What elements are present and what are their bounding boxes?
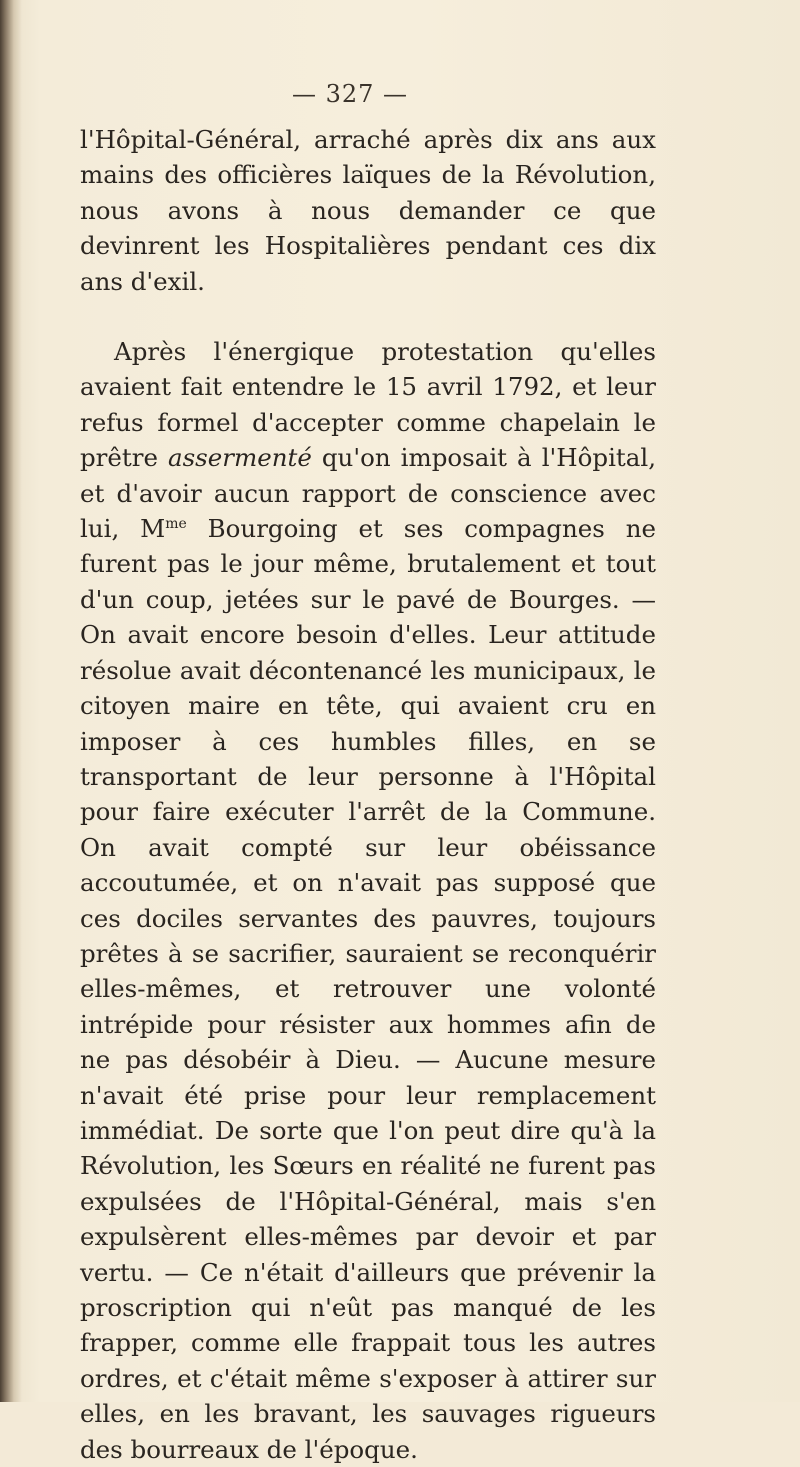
superscript-me: me xyxy=(165,516,187,533)
paragraph-main-part3: Bourgoing et ses compagnes ne furent pas le jour même, brutalement et tout d'un coup, jetées sur le pavé de Bourges. — On avait encore besoin d'elles. Leur attitude résolue avait décontenancé les municipaux, le citoyen maire en tête, qui avaient cru en imposer à ces humbles filles, en se transportant de leur personne à l'Hôpital pour faire exécuter l'arrêt de la Commune. On avait compté sur leur obéissance accoutumée, et on n'avait pas supposé que ces dociles servantes des pauvres, toujours prêtes à se sacrifier, sauraient se reconquérir elles-mêmes, et retrouver une volonté intrépide pour résister aux hommes afin de ne pas désobéir à Dieu. — Aucune mesure n'avait été prise pour leur remplacement immédiat. De sorte que l'on peut dire qu'à la Révolution, les Sœurs en réalité ne furent pas expulsées de l'Hôpital-Général, mais s'en expulsèrent elles-mêmes par devoir et par vertu. — Ce n'était d'ailleurs que prévenir la proscription qui n'eût pas manqué de les frapper, comme elle frappait tous les autres ordres, et c'était même s'exposer à attirer sur elles, en les bravant, les sauvages rigueurs des bourreaux de l'époque. xyxy=(80,514,656,1464)
paragraph-main-part1: Après l'énergique protestation qu'elles avaient fait entendre le 15 avril 1792, et leur refus formel d'accepter comme chapelain le prêtre xyxy=(80,337,656,473)
page-number: — 327 — xyxy=(291,80,409,108)
paragraph-continuation: l'Hôpital-Général, arraché après dix ans aux mains des officières laïques de la Révolution, nous avons à nous demander ce que devinrent les Hospitalières pendant ces dix ans d'exil. xyxy=(80,125,656,296)
paragraph-main xyxy=(80,334,656,1467)
paragraph-main-part2: qu'on imposait à l'Hôpital, et d'avoir aucun rapport de conscience avec lui, M xyxy=(80,443,656,544)
binding-shadow xyxy=(0,0,22,1402)
italic-word-assermente: assermenté xyxy=(168,443,312,473)
body-text xyxy=(80,122,656,1467)
